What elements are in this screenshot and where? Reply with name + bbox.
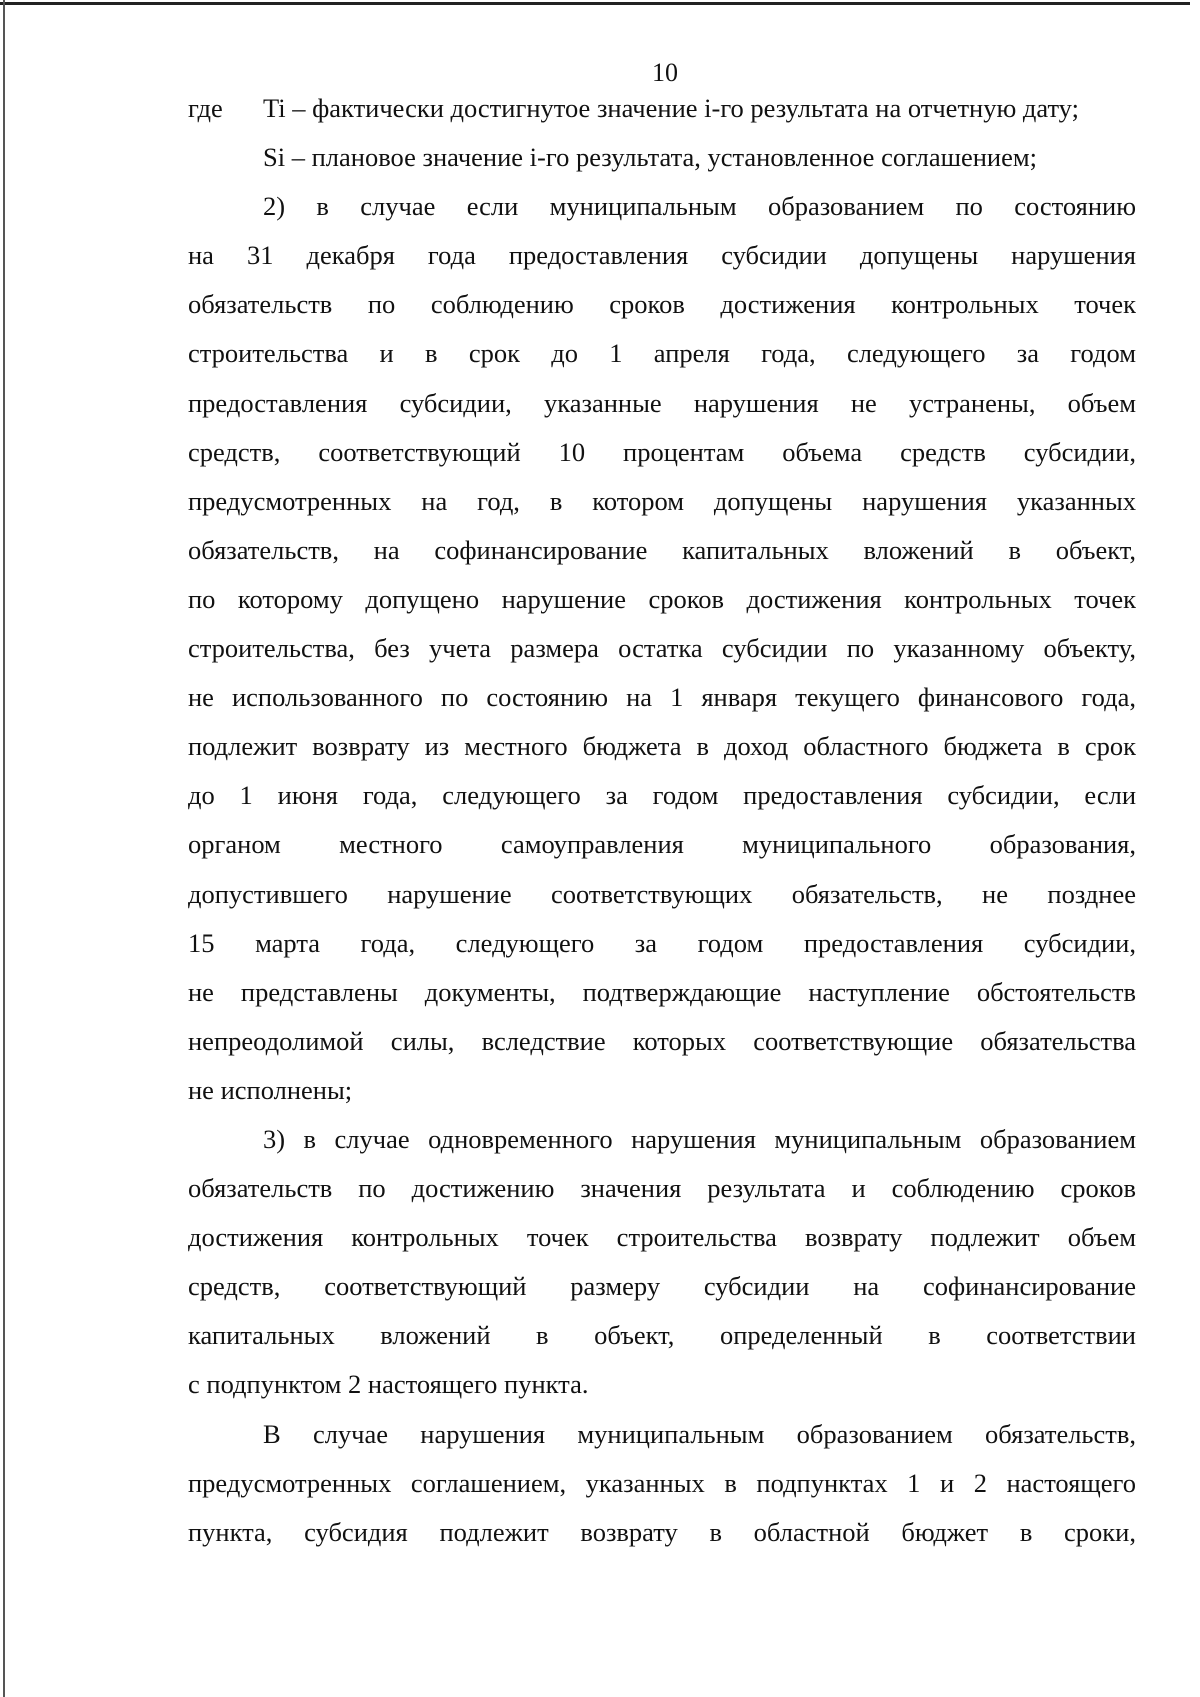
- text-line: обязательств, на софинансирование капитальных вложений в объект,: [188, 534, 1136, 565]
- text-line: 3) в случае одновременного нарушения муниципальным образованием: [263, 1123, 1136, 1154]
- text-line-content: Si – плановое значение i-го результата, установленное соглашением;: [263, 142, 1038, 173]
- text-line: достижения контрольных точек строительства возврату подлежит объем: [188, 1222, 1136, 1253]
- text-line-content: не исполнены;: [188, 1074, 353, 1105]
- text-line: не представлены документы, подтверждающие наступление обстоятельств: [188, 976, 1136, 1007]
- text-line: средств, соответствующий 10 процентам объема средств субсидии,: [188, 436, 1136, 467]
- where-label: где: [188, 93, 223, 123]
- text-line: по которому допущено нарушение сроков достижения контрольных точек: [188, 583, 1136, 614]
- text-line: обязательств по соблюдению сроков достижения контрольных точек: [188, 289, 1136, 320]
- text-line: подлежит возврату из местного бюджета в доход областного бюджета в срок: [188, 731, 1136, 762]
- scan-left-border: [3, 0, 5, 1697]
- text-line-content: Ti – фактически достигнутое значение i-го результата на отчетную дату;: [263, 93, 1079, 123]
- text-line: органом местного самоуправления муниципального образования,: [188, 829, 1136, 860]
- text-line: средств, соответствующий размеру субсидии на софинансирование: [188, 1271, 1136, 1302]
- text-line: пункта, субсидия подлежит возврату в областной бюджет в сроки,: [188, 1516, 1136, 1547]
- text-line: [188, 1360, 1136, 1409]
- text-line: предусмотренных соглашением, указанных в подпунктах 1 и 2 настоящего: [188, 1467, 1136, 1498]
- text-line: 15 марта года, следующего за годом предоставления субсидии,: [188, 927, 1136, 958]
- text-line: на 31 декабря года предоставления субсидии допущены нарушения: [188, 240, 1136, 271]
- text-line: допустившего нарушение соответствующих обязательств, не позднее: [188, 878, 1136, 909]
- text-line: [188, 84, 1136, 133]
- text-line: строительства и в срок до 1 апреля года, следующего за годом: [188, 338, 1136, 369]
- text-line: строительства, без учета размера остатка субсидии по указанному объекту,: [188, 633, 1136, 664]
- text-line: до 1 июня года, следующего за годом предоставления субсидии, если: [188, 780, 1136, 811]
- text-line: 2) в случае если муниципальным образованием по состоянию: [263, 191, 1136, 222]
- text-line: капитальных вложений в объект, определенный в соответствии: [188, 1320, 1136, 1351]
- scan-top-border: [0, 2, 1190, 5]
- text-line: В случае нарушения муниципальным образованием обязательств,: [263, 1418, 1136, 1449]
- page-number: 10: [652, 58, 678, 87]
- text-line: не использованного по состоянию на 1 января текущего финансового года,: [188, 682, 1136, 713]
- text-line: [188, 1066, 1136, 1115]
- text-line: [188, 133, 1136, 182]
- text-line: предоставления субсидии, указанные нарушения не устранены, объем: [188, 387, 1136, 418]
- text-line: непреодолимой силы, вследствие которых соответствующие обязательства: [188, 1025, 1136, 1056]
- text-line: обязательств по достижению значения результата и соблюдению сроков: [188, 1173, 1136, 1204]
- document-body: [188, 84, 1136, 1557]
- text-line-content: с подпунктом 2 настоящего пункта.: [188, 1369, 589, 1400]
- text-line: предусмотренных на год, в котором допущены нарушения указанных: [188, 485, 1136, 516]
